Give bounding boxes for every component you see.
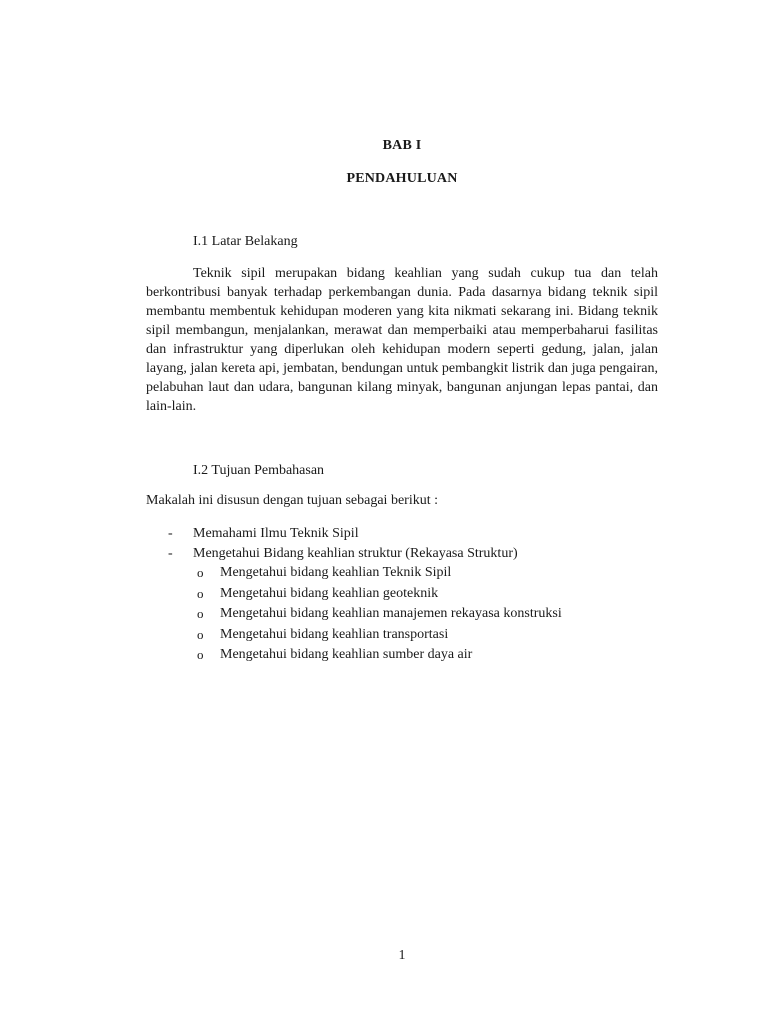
chapter-title: PENDAHULUAN [346, 171, 458, 186]
dash-bullet-icon: - [168, 526, 173, 541]
list-item-text: Memahami Ilmu Teknik Sipil [193, 526, 359, 541]
list-item-text: Mengetahui Bidang keahlian struktur (Rekayasa Struktur) [193, 546, 518, 561]
circle-bullet-icon: o [197, 626, 204, 642]
section-heading-latar-belakang: I.1 Latar Belakang [193, 234, 298, 249]
chapter-label: BAB I [382, 138, 422, 153]
list-item-text: Mengetahui bidang keahlian transportasi [220, 626, 449, 642]
dash-bullet-icon: - [168, 546, 173, 561]
circle-bullet-icon: o [197, 585, 204, 601]
list-item-text: Mengetahui bidang keahlian Teknik Sipil [220, 565, 452, 580]
circle-bullet-icon: o [197, 606, 204, 621]
circle-bullet-icon: o [197, 647, 204, 662]
list-item-text: Mengetahui bidang keahlian manajemen rekayasa konstruksi [220, 606, 562, 621]
page-number: 1 [398, 948, 406, 963]
list-item-text: Mengetahui bidang keahlian sumber daya air [220, 647, 473, 662]
circle-bullet-icon: o [197, 565, 204, 580]
section-heading-tujuan: I.2 Tujuan Pembahasan [193, 463, 325, 478]
section-paragraph-latar-belakang: Teknik sipil merupakan bidang keahlian yang sudah cukup tua dan telah berkontribusi banyak terhadap perkembangan dunia. Pada dasarnya bidang teknik sipil membantu membentuk kehidupan moderen yang kita nikmati sekarang ini. Bidang teknik sipil membangun, menjalankan, merawat dan memperbaiki atau memperbaharui fasilitas dan infrastruktur yang diperlukan oleh kehidupan modern seperti gedung, jalan, jalan layang, jalan kereta api, jembatan, bendungan untuk pembangkit listrik dan juga pengairan, pelabuhan laut dan udara, bangunan kilang minyak, bangunan anjungan lepas pantai, dan lain-lain. [146, 266, 658, 414]
section-intro-tujuan: Makalah ini disusun dengan tujuan sebagai berikut : [146, 493, 438, 508]
list-item-text: Mengetahui bidang keahlian geoteknik [220, 585, 439, 601]
